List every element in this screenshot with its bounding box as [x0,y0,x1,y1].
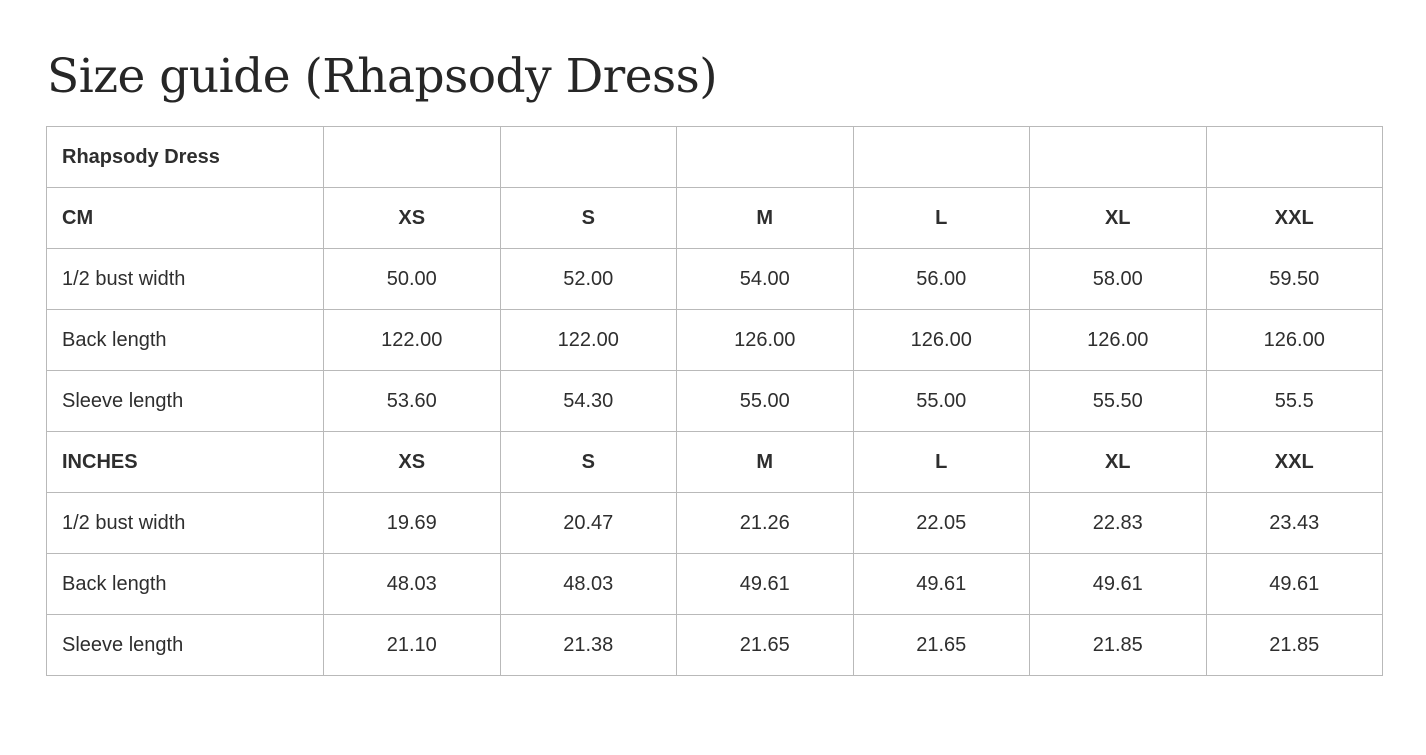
size-value-cell: 55.50 [1030,371,1207,432]
size-value-cell: 56.00 [853,249,1030,310]
size-value-cell [324,127,501,188]
size-value-cell: 48.03 [500,554,677,615]
size-value-cell [677,127,854,188]
size-value-cell: 126.00 [853,310,1030,371]
row-label-cell: Sleeve length [47,615,324,676]
size-value-cell: L [853,188,1030,249]
table-row [47,493,1383,554]
size-value-cell: 54.00 [677,249,854,310]
size-value-cell [1206,127,1383,188]
size-value-cell: 52.00 [500,249,677,310]
row-label-cell: 1/2 bust width [47,249,324,310]
table-row [47,249,1383,310]
size-guide-table [46,126,1383,676]
table-row [47,188,1383,249]
size-value-cell [853,127,1030,188]
page-title: Size guide (Rhapsody Dress) [47,49,718,104]
table-row [47,127,1383,188]
size-value-cell: 54.30 [500,371,677,432]
size-value-cell: XXL [1206,432,1383,493]
row-label-cell: 1/2 bust width [47,493,324,554]
size-value-cell: S [500,432,677,493]
row-label-cell: Back length [47,310,324,371]
size-value-cell: XS [324,432,501,493]
size-value-cell: 21.65 [853,615,1030,676]
size-value-cell: 21.26 [677,493,854,554]
row-label-cell: CM [47,188,324,249]
size-value-cell: 49.61 [853,554,1030,615]
size-value-cell [500,127,677,188]
size-value-cell: M [677,432,854,493]
size-value-cell: 122.00 [500,310,677,371]
size-value-cell: 21.10 [324,615,501,676]
size-value-cell: 55.00 [853,371,1030,432]
size-value-cell: 50.00 [324,249,501,310]
table-row [47,310,1383,371]
row-label-cell: Sleeve length [47,371,324,432]
size-value-cell: 20.47 [500,493,677,554]
size-value-cell: 55.5 [1206,371,1383,432]
size-value-cell: 21.65 [677,615,854,676]
size-value-cell: 58.00 [1030,249,1207,310]
size-value-cell: 126.00 [1206,310,1383,371]
size-value-cell: 22.05 [853,493,1030,554]
size-value-cell: XL [1030,432,1207,493]
size-value-cell: 22.83 [1030,493,1207,554]
size-value-cell: M [677,188,854,249]
row-label-cell: Rhapsody Dress [47,127,324,188]
size-value-cell: XXL [1206,188,1383,249]
table-row [47,371,1383,432]
size-value-cell: 53.60 [324,371,501,432]
table-row [47,554,1383,615]
size-value-cell: 49.61 [1206,554,1383,615]
size-value-cell: L [853,432,1030,493]
size-value-cell: 21.85 [1206,615,1383,676]
size-value-cell: S [500,188,677,249]
table-row [47,615,1383,676]
table-row [47,432,1383,493]
row-label-cell: Back length [47,554,324,615]
size-value-cell: XS [324,188,501,249]
size-value-cell: 55.00 [677,371,854,432]
size-value-cell: 59.50 [1206,249,1383,310]
size-value-cell: 49.61 [1030,554,1207,615]
row-label-cell: INCHES [47,432,324,493]
size-value-cell: 19.69 [324,493,501,554]
size-table-body [47,127,1383,676]
size-value-cell: 21.85 [1030,615,1207,676]
size-value-cell: XL [1030,188,1207,249]
size-value-cell: 126.00 [677,310,854,371]
size-value-cell: 49.61 [677,554,854,615]
size-value-cell: 122.00 [324,310,501,371]
size-value-cell: 21.38 [500,615,677,676]
size-value-cell: 48.03 [324,554,501,615]
size-value-cell: 126.00 [1030,310,1207,371]
size-value-cell: 23.43 [1206,493,1383,554]
size-value-cell [1030,127,1207,188]
